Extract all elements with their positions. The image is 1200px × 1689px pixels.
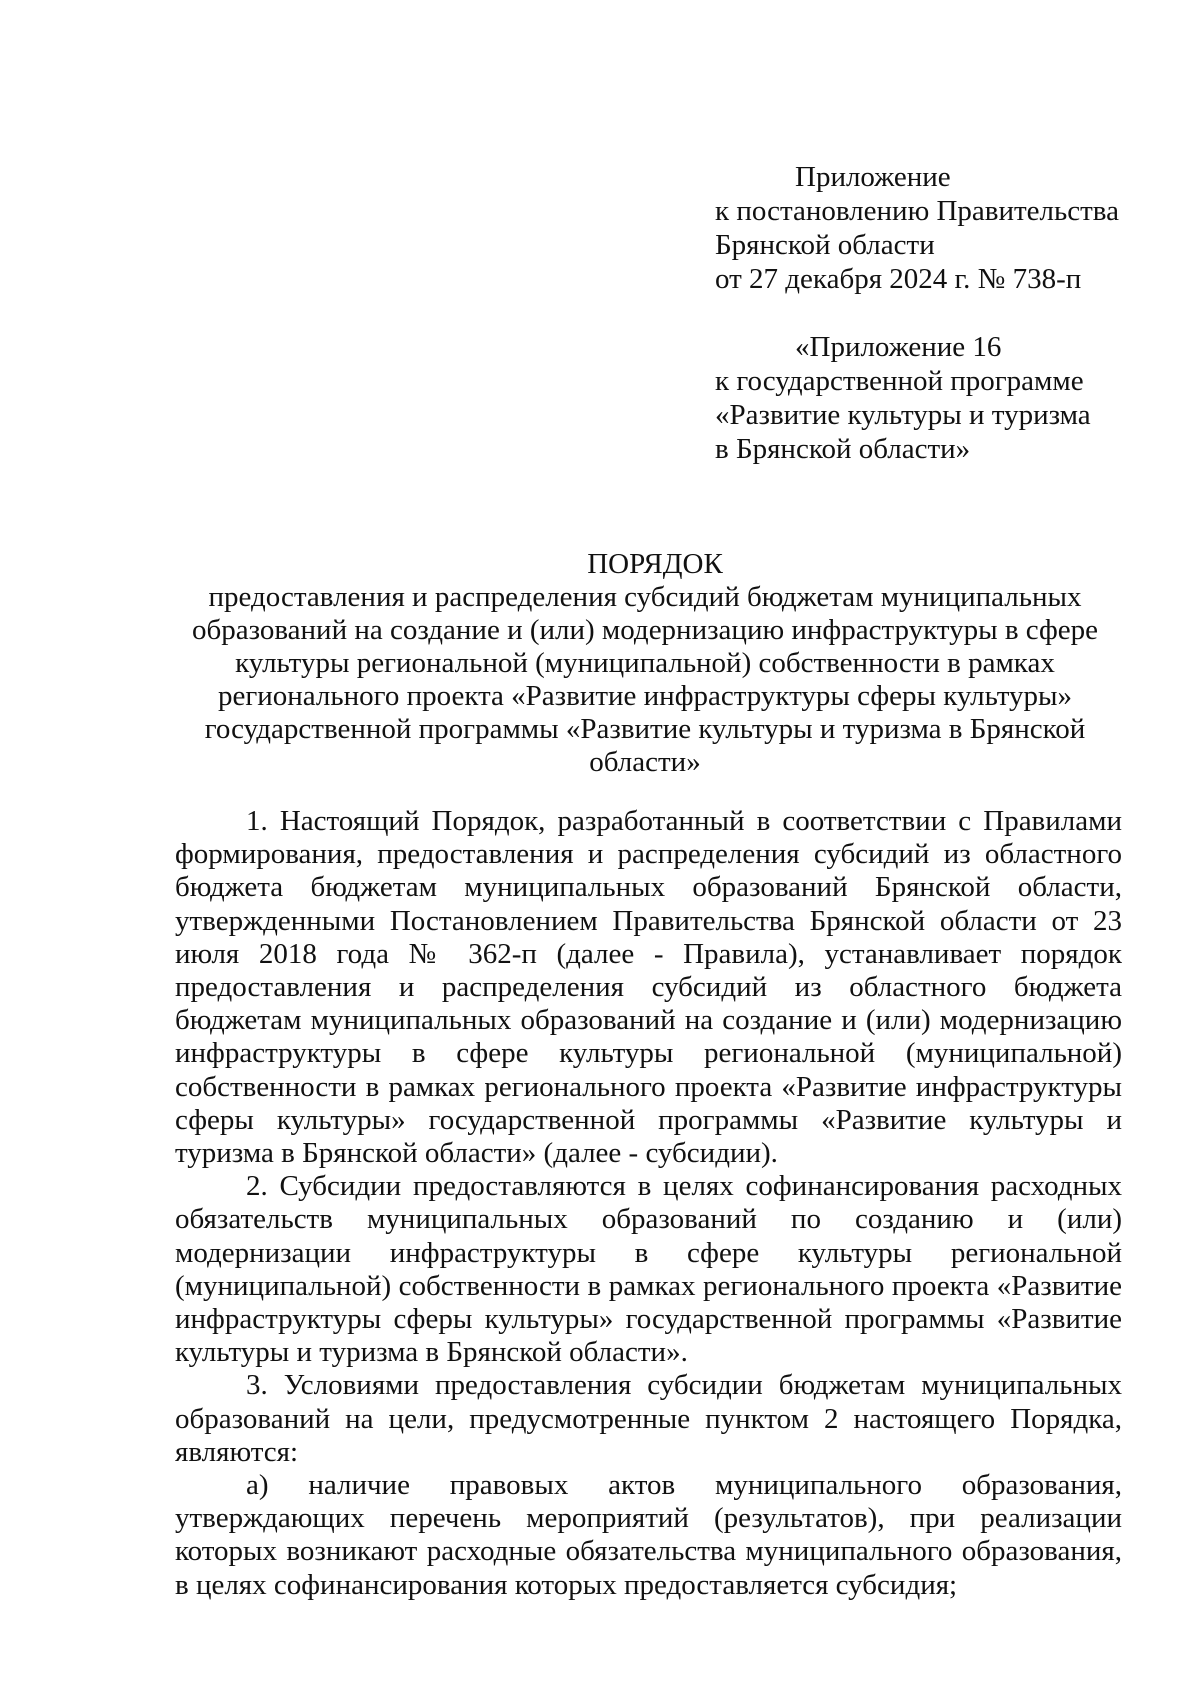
title-line-4: регионального проекта «Развитие инфраструктуры сферы культуры» [218,680,1072,712]
title-line-5: государственной программы «Развитие культуры и туризма в Брянской [204,713,1086,745]
paragraph-3a: а) наличие правовых актов муниципального образования, утверждающих перечень мероприятий (результатов), при реализации которых возникают расходные обязательства муниципального образования, в целях софинансирования которых предоставляется субсидия; [175,1469,1122,1601]
appendix-line-2: к государственной программе [715,365,1084,397]
paragraph-2: 2. Субсидии предоставляются в целях софинансирования расходных обязательств муниципальных образований по созданию и (или) модернизации инфраструктуры в сфере культуры региональной (муниципальной) собственности в рамках регионального проекта «Развитие инфраструктуры сферы культуры» государственной программы «Развитие культуры и туризма в Брянской области». [175,1170,1122,1369]
title-line-2: образований на создание и (или) модернизацию инфраструктуры в сфере [191,614,1099,646]
approval-line-4: от 27 декабря 2024 г. № 738-п [715,263,1082,295]
approval-line-1: Приложение [795,161,951,193]
title-heading: ПОРЯДОК [587,548,723,580]
paragraph-3: 3. Условиями предоставления субсидии бюджетам муниципальных образований на цели, предусмотренные пунктом 2 настоящего Порядка, являются: [175,1369,1122,1468]
appendix-block [715,330,1135,466]
document-body [175,805,1122,1602]
appendix-line-1: «Приложение 16 [795,331,1002,363]
approval-line-3: Брянской области [715,229,935,261]
approval-stamp [715,160,1135,466]
document-title [170,548,1120,779]
appendix-line-4: в Брянской области» [715,433,971,465]
appendix-line-3: «Развитие культуры и туризма [715,399,1091,431]
approval-line-2: к постановлению Правительства [715,195,1119,227]
title-line-1: предоставления и распределения субсидий бюджетам муниципальных [208,581,1082,613]
title-line-6: области» [589,746,701,778]
paragraph-1: 1. Настоящий Порядок, разработанный в соответствии с Правилами формирования, предоставления и распределения субсидий из областного бюджета бюджетам муниципальных образований Брянской области, утвержденными Постановлением Правительства Брянской области от 23 июля 2018 года № 362-п (далее - Правила), устанавливает порядок предоставления и распределения субсидий из областного бюджета бюджетам муниципальных образований на создание и (или) модернизацию инфраструктуры в сфере культуры региональной (муниципальной) собственности в рамках регионального проекта «Развитие инфраструктуры сферы культуры» государственной программы «Развитие культуры и туризма в Брянской области» (далее - субсидии). [175,805,1122,1170]
title-line-3: культуры региональной (муниципальной) собственности в рамках [235,647,1055,679]
